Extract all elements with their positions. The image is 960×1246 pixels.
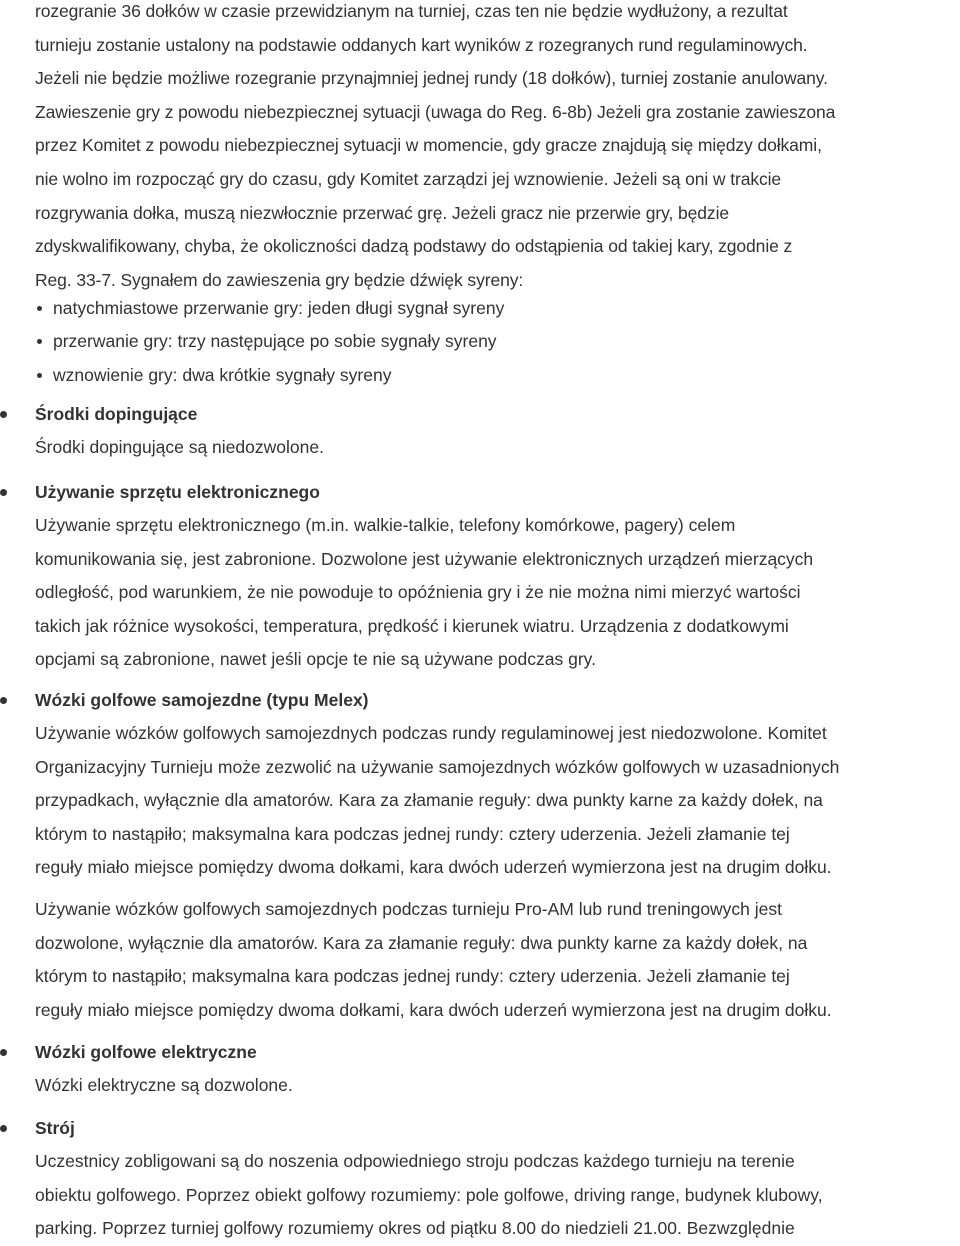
section-bullet bbox=[0, 411, 7, 418]
section-bullet bbox=[0, 489, 7, 496]
intro-line: turnieju zostanie ustalony na podstawie oddanych kart wyników z rozegranych rund regulaminowych. bbox=[35, 34, 808, 55]
section-paragraph bbox=[35, 717, 839, 884]
section-heading: Używanie sprzętu elektronicznego bbox=[35, 482, 320, 502]
paragraph-line: Uczestnicy zobligowani są do noszenia odpowiedniego stroju podczas każdego turnieju na terenie bbox=[35, 1151, 795, 1172]
paragraph-line: przypadkach, wyłącznie dla amatorów. Kara za złamanie reguły: dwa punkty karne za każdy dołek, na bbox=[35, 790, 823, 811]
section-electric-carts bbox=[35, 1036, 293, 1103]
section-heading: Środki dopingujące bbox=[35, 404, 198, 424]
intro-line: nie wolno im rozpocząć gry do czasu, gdy Komitet zarządzi jej wznowienie. Jeżeli są oni w trakcie bbox=[35, 168, 782, 189]
paragraph-line: Środki dopingujące są niedozwolone. bbox=[35, 437, 324, 458]
siren-signal-item: natychmiastowe przerwanie gry: jeden długi sygnał syreny bbox=[35, 292, 504, 325]
section-paragraph bbox=[35, 1069, 293, 1102]
intro-line: przez Komitet z powodu niebezpiecznej sytuacji w momencie, gdy gracze znajdują się między dołkami, bbox=[35, 135, 822, 156]
paragraph-line: Używanie sprzętu elektronicznego (m.in. walkie-talkie, telefony komórkowe, pagery) celem bbox=[35, 515, 736, 536]
siren-signal-item: przerwanie gry: trzy następujące po sobie sygnały syreny bbox=[35, 325, 504, 358]
section-bullet bbox=[0, 697, 7, 704]
section-melex-carts bbox=[35, 684, 839, 1027]
paragraph-line: takich jak różnice wysokości, temperatura, prędkość i kierunek wiatru. Urządzenia z dodatkowymi bbox=[35, 615, 789, 636]
paragraph-line: odległość, pod warunkiem, że nie powoduje to opóźnienia gry i że nie można nimi mierzyć wartości bbox=[35, 582, 801, 603]
paragraph-line: obiektu golfowego. Poprzez obiekt golfowy rozumiemy: pole golfowe, driving range, budynek klubowy, bbox=[35, 1184, 823, 1205]
paragraph-line: komunikowania się, jest zabronione. Dozwolone jest używanie elektronicznych urządzeń mierzących bbox=[35, 548, 814, 569]
intro-line: rozgrywania dołka, muszą niezwłocznie przerwać grę. Jeżeli gracz nie przerwie gry, będzie bbox=[35, 202, 729, 223]
intro-line: Zawieszenie gry z powodu niebezpiecznej sytuacji (uwaga do Reg. 6-8b) Jeżeli gra zostanie zawieszona bbox=[35, 101, 836, 122]
section-paragraph bbox=[35, 509, 813, 676]
section-dress-code bbox=[35, 1112, 823, 1246]
section-bullet bbox=[0, 1049, 7, 1056]
section-doping bbox=[35, 398, 324, 465]
siren-signal-list bbox=[35, 292, 504, 392]
paragraph-line: Organizacyjny Turnieju może zezwolić na używanie samojezdnych wózków golfowych w uzasadnionych bbox=[35, 756, 840, 777]
section-electronics bbox=[35, 476, 813, 676]
intro-line: Reg. 33-7. Sygnałem do zawieszenia gry będzie dźwięk syreny: bbox=[35, 269, 524, 290]
intro-line: Jeżeli nie będzie możliwe rozegranie przynajmniej jednej rundy (18 dołków), turniej zostanie anulowany. bbox=[35, 68, 828, 89]
paragraph-line: Używanie wózków golfowych samojezdnych podczas turnieju Pro-AM lub rund treningowych jest bbox=[35, 899, 783, 920]
paragraph-line: którym to nastąpiło; maksymalna kara podczas jednej rundy: cztery uderzenia. Jeżeli złamanie tej bbox=[35, 966, 790, 987]
section-heading: Strój bbox=[35, 1118, 75, 1138]
intro-paragraph bbox=[35, 0, 835, 297]
paragraph-line: Używanie wózków golfowych samojezdnych podczas rundy regulaminowej jest niedozwolone. Komitet bbox=[35, 723, 827, 744]
section-bullet bbox=[0, 1125, 7, 1132]
section-paragraph bbox=[35, 893, 839, 1027]
siren-signal-item: wznowienie gry: dwa krótkie sygnały syreny bbox=[35, 359, 504, 392]
intro-line: rozegranie 36 dołków w czasie przewidzianym na turniej, czas ten nie będzie wydłużony, a rezultat bbox=[35, 1, 788, 21]
paragraph-line: opcjami są zabronione, nawet jeśli opcje te nie są używane podczas gry. bbox=[35, 649, 596, 670]
section-paragraph bbox=[35, 1145, 823, 1245]
section-heading: Wózki golfowe elektryczne bbox=[35, 1042, 257, 1062]
section-paragraph bbox=[35, 431, 324, 464]
section-heading: Wózki golfowe samojezdne (typu Melex) bbox=[35, 690, 369, 710]
paragraph-line: Wózki elektryczne są dozwolone. bbox=[35, 1075, 293, 1096]
paragraph-line: którym to nastąpiło; maksymalna kara podczas jednej rundy: cztery uderzenia. Jeżeli złamanie tej bbox=[35, 823, 790, 844]
intro-line: zdyskwalifikowany, chyba, że okoliczności dadzą podstawy do odstąpienia od takiej kary, zgodnie z bbox=[35, 236, 793, 257]
paragraph-line: parking. Poprzez turniej golfowy rozumiemy okres od piątku 8.00 do niedzieli 21.00. Bezwzględnie bbox=[35, 1218, 795, 1239]
paragraph-line: reguły miało miejsce pomiędzy dwoma dołkami, kara dwóch uderzeń wymierzona jest na drugim dołku. bbox=[35, 857, 832, 878]
paragraph-line: dozwolone, wyłącznie dla amatorów. Kara za złamanie reguły: dwa punkty karne za każdy dołek, na bbox=[35, 932, 808, 953]
paragraph-line: reguły miało miejsce pomiędzy dwoma dołkami, kara dwóch uderzeń wymierzona jest na drugim dołku. bbox=[35, 999, 832, 1020]
